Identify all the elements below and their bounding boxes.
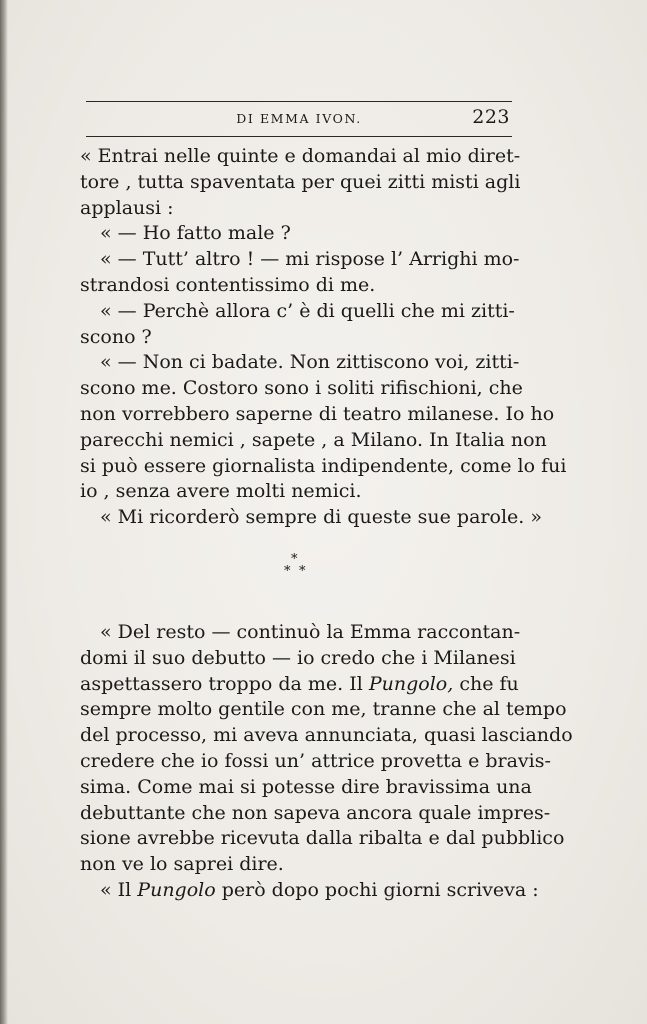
text-line: del processo, mi aveva annunciata, quasi lasciando	[80, 724, 573, 747]
text-line: « — Perchè allora c’ è di quelli che mi zitti-	[100, 299, 515, 322]
text-line: scono me. Costoro sono i soliti rifischioni, che	[80, 377, 523, 400]
asterism-star: *	[299, 564, 306, 579]
text-line: sione avrebbe ricevuta dalla ribalta e dal pubblico	[80, 827, 565, 850]
text-line: io , senza avere molti nemici.	[80, 480, 362, 503]
header-rule-bottom	[86, 136, 512, 137]
text-line: non ve lo saprei dire.	[80, 853, 284, 876]
page-number: 223	[472, 106, 510, 128]
italic-title: Pungolo,	[368, 672, 454, 695]
header-rule-top	[86, 101, 512, 102]
text-line: « — Ho fatto male ?	[100, 222, 291, 245]
text-line: applausi :	[80, 196, 174, 219]
text-line: « — Tutt’ altro ! — mi rispose l’ Arrighi mo-	[100, 248, 520, 271]
text-line: domi il suo debutto — io credo che i Milanesi	[80, 646, 516, 669]
text-line: credere che io fossi un’ attrice provetta e bravis-	[80, 749, 551, 772]
text-line: sempre molto gentile con me, tranne che al tempo	[80, 698, 567, 721]
text-segment: « Il	[100, 878, 132, 901]
body-text-part1	[80, 144, 567, 531]
text-segment: però dopo pochi giorni scriveva :	[221, 878, 539, 901]
section-break-asterism	[268, 553, 328, 583]
page-binding-shadow	[0, 0, 8, 1024]
text-line: scono ?	[80, 325, 152, 348]
text-line	[80, 878, 539, 904]
body-text-part2	[80, 620, 573, 904]
text-line: « Entrai nelle quinte e domandai al mio diret-	[80, 145, 521, 167]
running-title: DI EMMA IVON.	[236, 111, 362, 126]
italic-title: Pungolo	[137, 878, 216, 901]
text-line: « Mi ricorderò sempre di queste sue parole. »	[100, 506, 542, 529]
asterism-star: *	[284, 564, 291, 579]
text-line: debuttante che non sapeva ancora quale impres-	[80, 801, 551, 824]
running-head	[86, 104, 512, 134]
text-line: tore , tutta spaventata per quei zitti misti agli	[80, 170, 521, 193]
text-line: « — Non ci badate. Non zittiscono voi, zitti-	[100, 351, 520, 374]
text-segment: che fu	[459, 672, 519, 695]
text-line: strandosi contentissimo di me.	[80, 273, 376, 296]
text-line: sima. Come mai si potesse dire bravissima una	[80, 775, 532, 798]
text-line: « Del resto — continuò la Emma raccontan-	[100, 621, 521, 643]
text-line: parecchi nemici , sapete , a Milano. In Italia non	[80, 428, 547, 451]
text-segment: aspettassero troppo da me. Il	[80, 672, 363, 695]
text-line: non vorrebbero saperne di teatro milanese. Io ho	[80, 402, 555, 425]
text-line: si può essere giornalista indipendente, come lo fui	[80, 454, 567, 477]
asterism-star: *	[291, 552, 298, 567]
text-line	[80, 672, 519, 698]
